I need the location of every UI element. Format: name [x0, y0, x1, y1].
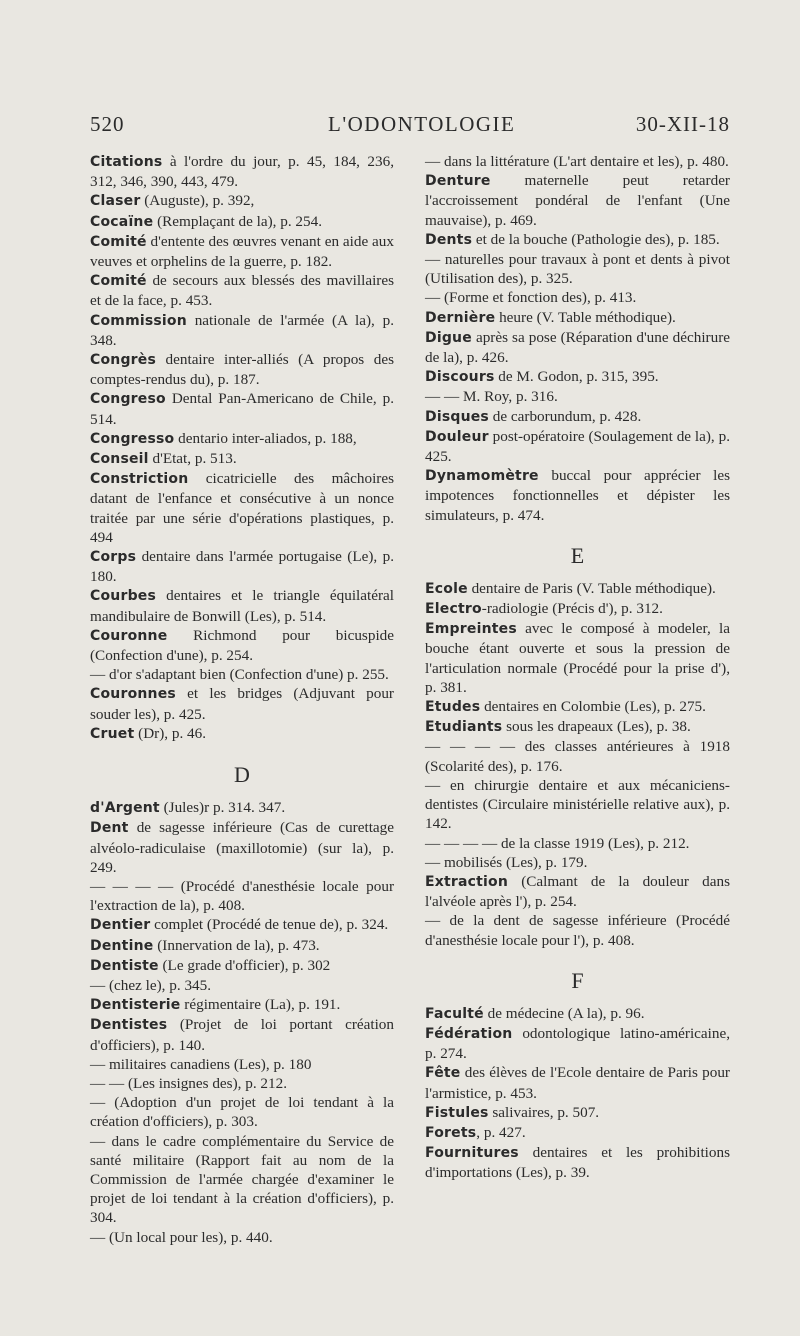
index-entry [425, 599, 730, 619]
index-entry [425, 152, 730, 171]
entry-keyword: Claser [90, 193, 141, 210]
index-entry [425, 367, 730, 387]
index-entry [425, 776, 730, 834]
section-letter: F [571, 967, 584, 993]
index-entry [425, 872, 730, 911]
entry-keyword: Dents [425, 231, 473, 248]
entry-text: — dans la littérature (L'art dentaire et les), p. 480. [425, 153, 729, 170]
entry-text: dentario inter-aliados, p. 188, [174, 429, 357, 447]
entry-keyword: Cruet [90, 725, 135, 742]
entry-text: Dental Pan-Americano de Chile, p. 514. [90, 390, 394, 428]
entry-keyword: Dynamomètre [425, 468, 539, 485]
index-entry [425, 308, 730, 328]
index-entry [90, 665, 394, 684]
entry-text: , p. 427. [476, 1123, 526, 1141]
index-entry [90, 936, 394, 956]
entry-text: dentaires et le triangle équilatéral mandibulaire de Bonwill (Les), p. 514. [90, 587, 394, 625]
index-column-left [90, 152, 394, 1247]
index-entry [90, 1228, 394, 1247]
index-entry [425, 250, 730, 288]
entry-text: (Remplaçant de la), p. 254. [153, 212, 323, 230]
index-entry [425, 717, 730, 737]
index-entry [90, 152, 394, 191]
entry-text: nationale de l'armée (A la), p. 348. [90, 311, 394, 349]
index-entry [425, 737, 730, 775]
entry-keyword: Citations [90, 154, 163, 170]
entry-keyword: Dentier [90, 917, 151, 934]
entry-text: de sagesse inférieure (Cas de curettage alvéolo-radiculaise (maxillotomie) (sur la), p. 249. [90, 819, 394, 876]
index-entry [90, 818, 394, 877]
entry-keyword: Electro [425, 601, 482, 618]
index-entry [90, 915, 394, 935]
entry-text: dentaire dans l'armée portugaise (Le), p. 180. [90, 548, 394, 586]
entry-text: (Dr), p. 46. [134, 724, 207, 742]
index-entry [425, 697, 730, 717]
entry-keyword: Fournitures [425, 1145, 519, 1162]
index-entry [90, 956, 394, 976]
index-entry [425, 407, 730, 427]
index-entry [90, 547, 394, 586]
entry-keyword: Dentisterie [90, 997, 181, 1014]
index-entry [90, 191, 394, 211]
index-entry [90, 469, 394, 547]
entry-text: — (Forme et fonction des), p. 413. [425, 289, 637, 307]
entry-keyword: Dentine [90, 937, 154, 954]
entry-text: sous les drapeaux (Les), p. 38. [502, 718, 691, 736]
index-entry [425, 387, 730, 406]
index-entry [425, 579, 730, 599]
entry-text: d'Etat, p. 513. [148, 450, 237, 468]
issue-date: 30-XII-18 [635, 112, 730, 136]
entry-text: de médecine (A la), p. 96. [483, 1004, 645, 1022]
index-entry [425, 834, 730, 853]
entry-keyword: Faculté [425, 1005, 484, 1022]
entry-text: — (Adoption d'un projet de loi tendant à la création d'officiers), p. 303. [90, 1094, 394, 1131]
index-entry [90, 684, 394, 723]
entry-text: — en chirurgie dentaire et aux mécaniciens-dentistes (Circulaire ministérielle relative aux), p. 142. [425, 776, 730, 833]
index-entry [90, 1055, 394, 1074]
index-entry [425, 1103, 730, 1123]
entry-text: — — — — (Procédé d'anesthésie locale pour l'extraction de la), p. 408. [90, 877, 394, 915]
entry-text: à l'ordre du jour, p. 45, 184, 236, 312, 346, 390, 443, 479. [90, 153, 394, 191]
index-entry [90, 1074, 394, 1093]
entry-keyword: Ecole [425, 580, 468, 597]
entry-text: d'entente des œuvres venant en aide aux veuves et orphelins de la guerre, p. 182. [90, 232, 394, 271]
index-entry [90, 429, 394, 449]
entry-keyword: Cocaïne [90, 213, 154, 230]
index-entry [90, 389, 394, 428]
entry-text: — — (Les insignes des), p. 212. [90, 1074, 287, 1092]
entry-text: dentaire inter-alliés (A propos des comptes-rendus du), p. 187. [90, 351, 394, 389]
index-column-right [425, 152, 730, 1183]
entry-text: — mobilisés (Les), p. 179. [425, 853, 588, 871]
entry-keyword: Conseil [90, 451, 149, 468]
entry-keyword: Empreintes [425, 621, 517, 638]
entry-text: — — — — des classes antérieures à 1918 (Scolarité des), p. 176. [425, 738, 730, 775]
index-entry [90, 976, 394, 995]
index-entry [425, 288, 730, 307]
index-entry [90, 271, 394, 310]
entry-text: cicatricielle des mâchoires datant de l'enfance et consécutive à un nonce traitée par une série d'opérations plastiques, p. 494 [90, 470, 394, 546]
entry-text: et les bridges (Adjuvant pour souder les), p. 425. [90, 685, 394, 723]
index-entry [90, 626, 394, 665]
entry-text: et de la bouche (Pathologie des), p. 185. [472, 230, 720, 248]
entry-text: -radiologie (Précis d'), p. 312. [481, 600, 663, 618]
index-entry [425, 619, 730, 697]
index-entry [90, 877, 394, 915]
index-entry [90, 350, 394, 389]
index-entry [90, 1093, 394, 1131]
entry-text: après sa pose (Réparation d'une déchirure de la), p. 426. [425, 328, 730, 367]
entry-keyword: Disques [425, 408, 489, 425]
entry-text: complet (Procédé de tenue de), p. 324. [150, 916, 389, 934]
index-entry [90, 724, 394, 744]
index-entry [425, 171, 730, 230]
entry-text: (Le grade d'officier), p. 302 [158, 956, 331, 974]
index-entry [90, 798, 394, 818]
entry-keyword: Corps [90, 549, 137, 566]
journal-title: L'ODONTOLOGIE [328, 112, 516, 136]
entry-keyword: Forets [425, 1124, 477, 1141]
entry-text: régimentaire (La), p. 191. [180, 996, 341, 1014]
entry-text: — — — — de la classe 1919 (Les), p. 212. [425, 834, 690, 852]
entry-keyword: Courbes [90, 588, 157, 605]
index-entry [90, 449, 394, 469]
section-letter: D [234, 762, 250, 788]
index-entry [90, 995, 394, 1015]
entry-text: — de la dent de sagesse inférieure (Procédé d'anesthésie locale pour l'), p. 408. [425, 912, 730, 949]
page-header [90, 112, 730, 142]
index-entry [425, 1143, 730, 1182]
entry-keyword: Extraction [425, 873, 509, 890]
entry-text: — — M. Roy, p. 316. [425, 388, 558, 406]
entry-text: — d'or s'adaptant bien (Confection d'une) p. 255. [90, 666, 389, 684]
entry-text: dentaires et les prohibitions d'importations (Les), p. 39. [425, 1144, 730, 1182]
entry-keyword: Discours [425, 369, 495, 386]
index-entry [90, 311, 394, 350]
entry-keyword: Fête [425, 1065, 461, 1082]
entry-keyword: Comité [90, 233, 147, 250]
entry-keyword: d'Argent [90, 800, 160, 817]
entry-text: dentaire de Paris (V. Table méthodique). [467, 579, 716, 597]
entry-keyword: Etudiants [425, 719, 503, 736]
entry-keyword: Dentistes [90, 1017, 168, 1034]
index-entry [425, 1063, 730, 1102]
index-entry [425, 1123, 730, 1143]
entry-text: avec le composé à modeler, la bouche étant ouverte et sous la pression de l'articulation normale (Procédé pour la prise d'), p. 381. [425, 620, 730, 696]
entry-keyword: Congreso [90, 391, 166, 408]
entry-keyword: Etudes [425, 699, 481, 716]
index-entry [90, 1015, 394, 1054]
index-entry [425, 1004, 730, 1024]
entry-keyword: Fédération [425, 1025, 513, 1042]
entry-text: (Projet de loi portant création d'officiers), p. 140. [90, 1016, 394, 1054]
index-entry [90, 212, 394, 232]
index-entry [425, 466, 730, 525]
entry-text: Richmond pour bicuspide (Confection d'une), p. 254. [90, 626, 394, 665]
index-entry [425, 328, 730, 367]
entry-text: — (Un local pour les), p. 440. [90, 1228, 273, 1246]
entry-keyword: Commission [90, 312, 187, 329]
entry-text: de carborundum, p. 428. [488, 407, 642, 425]
entry-keyword: Comité [90, 273, 147, 290]
entry-text: heure (V. Table méthodique). [495, 308, 676, 326]
entry-keyword: Couronne [90, 627, 168, 644]
entry-text: (Innervation de la), p. 473. [153, 936, 320, 954]
index-entry [425, 1024, 730, 1063]
entry-keyword: Dentiste [90, 957, 159, 974]
entry-keyword: Congrès [90, 352, 157, 369]
entry-keyword: Digue [425, 329, 472, 346]
entry-text: salivaires, p. 507. [488, 1103, 600, 1121]
entry-keyword: Congresso [90, 430, 175, 447]
index-entry [90, 586, 394, 625]
entry-text: post-opératoire (Soulagement de la), p. 425. [425, 427, 730, 466]
entry-text: — naturelles pour travaux à pont et dents à pivot (Utilisation des), p. 325. [425, 251, 730, 288]
entry-keyword: Constriction [90, 471, 189, 488]
entry-text: de M. Godon, p. 315, 395. [494, 368, 659, 386]
entry-text: — (chez le), p. 345. [90, 976, 212, 994]
index-entry [90, 1132, 394, 1228]
entry-text: maternelle peut retarder l'accroissement pondéral de l'enfant (Une mauvaise), p. 469. [425, 172, 730, 229]
entry-text: — dans le cadre complémentaire du Service de santé militaire (Rapport fait au nom de la Commission de l'armée chargée d'examiner le projet de loi tendant à la création d'officiers), p. 304. [90, 1132, 394, 1227]
entry-text: (Jules)r p. 314. 347. [159, 799, 286, 817]
section-letter: E [570, 542, 585, 568]
entry-keyword: Fistules [425, 1104, 489, 1121]
index-entry [90, 232, 394, 271]
entry-text: des élèves de l'Ecole dentaire de Paris pour l'armistice, p. 453. [425, 1064, 730, 1102]
entry-keyword: Douleur [425, 428, 489, 445]
entry-text: — militaires canadiens (Les), p. 180 [90, 1055, 312, 1073]
index-entry [425, 230, 730, 250]
entry-text: de secours aux blessés des mavillaires et de la face, p. 453. [90, 272, 394, 310]
page-number: 520 [90, 112, 125, 136]
entry-keyword: Dernière [425, 309, 496, 326]
entry-text: (Calmant de la douleur dans l'alvéole après l'), p. 254. [425, 872, 730, 911]
entry-text: odontologique latino-américaine, p. 274. [425, 1024, 730, 1063]
entry-text: buccal pour apprécier les impotences fonctionnelles et dépister les simulateurs, p. 474. [425, 467, 730, 524]
entry-keyword: Dent [90, 820, 129, 837]
entry-keyword: Couronnes [90, 686, 176, 703]
entry-text: dentaires en Colombie (Les), p. 275. [480, 698, 706, 716]
index-entry [425, 853, 730, 872]
entry-keyword: Denture [425, 173, 491, 190]
index-entry [425, 911, 730, 949]
index-entry [425, 427, 730, 466]
entry-text: (Auguste), p. 392, [140, 192, 255, 210]
